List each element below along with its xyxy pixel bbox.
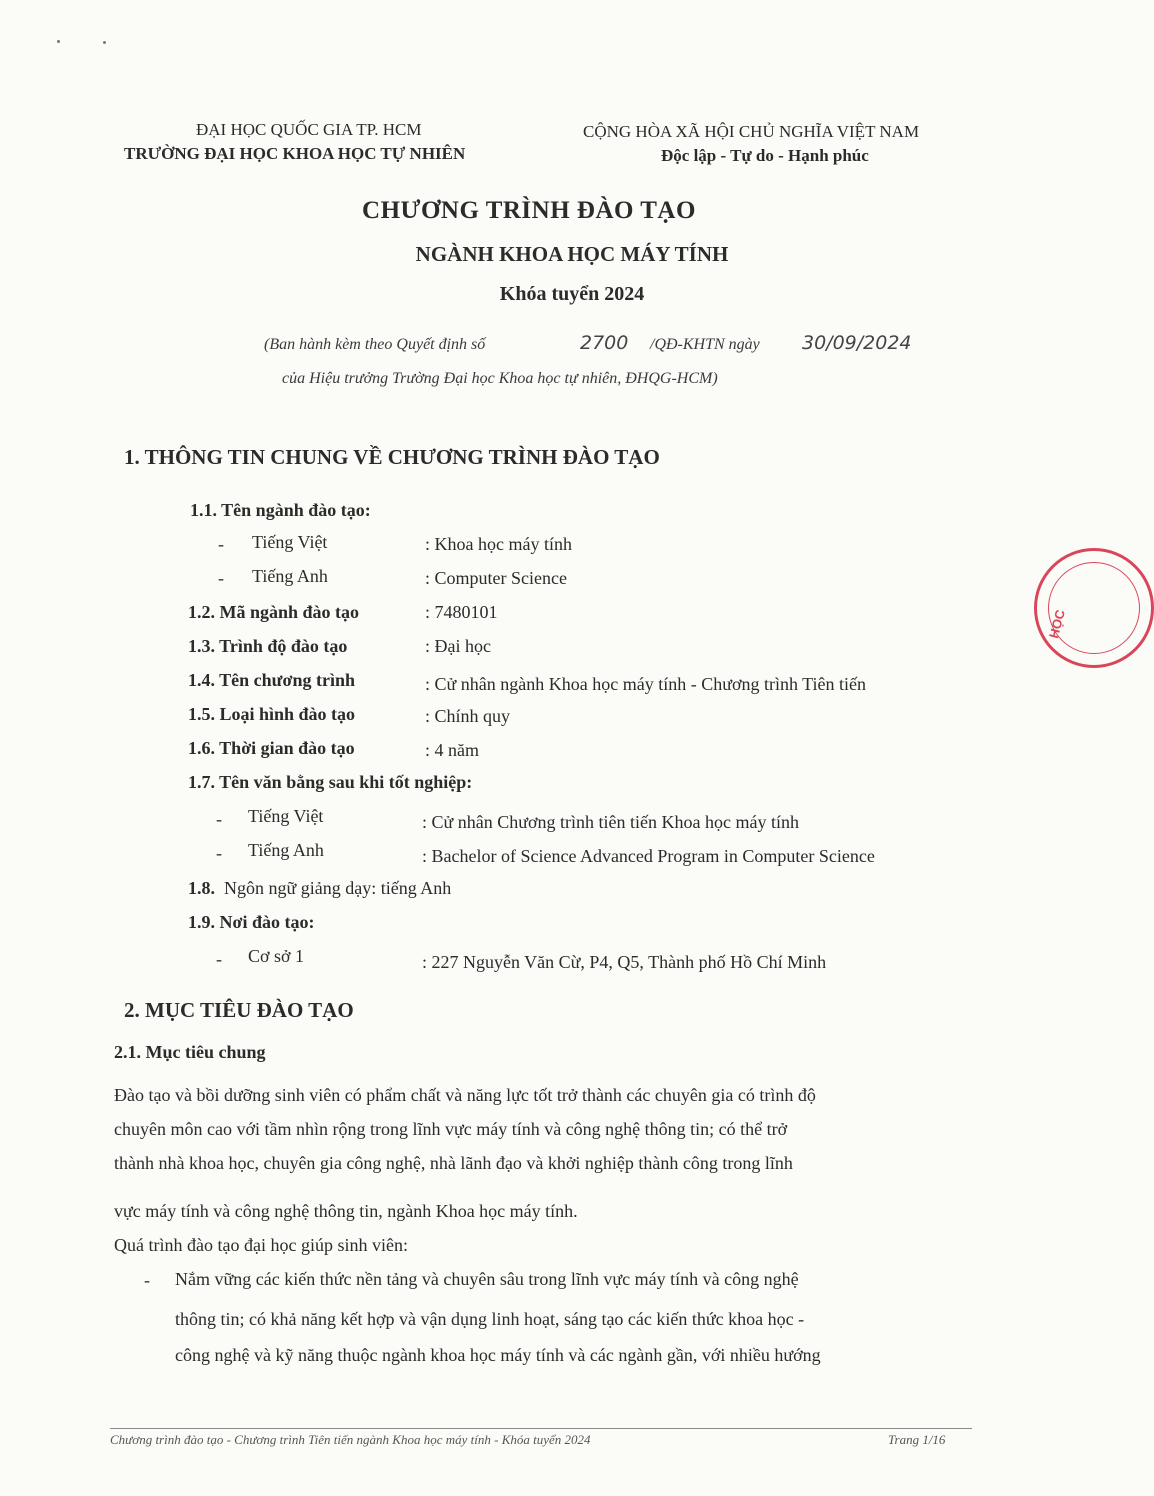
s16-value: : 4 năm: [425, 740, 479, 760]
s16-label: 1.6. Thời gian đào tạo: [188, 738, 355, 758]
bullet-dash: -: [216, 809, 222, 829]
bullet-dash: -: [216, 843, 222, 863]
page-number: Trang 1/16: [888, 1432, 946, 1447]
header-left-line2: TRƯỜNG ĐẠI HỌC KHOA HỌC TỰ NHIÊN: [124, 144, 466, 163]
doc-subtitle-cohort: Khóa tuyển 2024: [499, 283, 645, 305]
goal-bullet-line: thông tin; có khả năng kết hợp và vận dụng linh hoạt, sáng tạo các kiến thức khoa học -: [175, 1309, 805, 1329]
bullet-dash: -: [144, 1270, 150, 1290]
goal-paragraph-line: Đào tạo và bồi dưỡng sinh viên có phẩm chất và năng lực tốt trở thành các chuyên gia có trình độ: [114, 1085, 816, 1105]
header-right-line2: Độc lập - Tự do - Hạnh phúc: [661, 146, 869, 165]
goal-bullet-line: Nắm vững các kiến thức nền tảng và chuyên sâu trong lĩnh vực máy tính và công nghệ: [175, 1269, 799, 1289]
decree-date: 30/09/2024: [802, 332, 912, 354]
doc-subtitle-major: NGÀNH KHOA HỌC MÁY TÍNH: [415, 242, 729, 266]
s11-viet-label: Tiếng Việt: [252, 532, 328, 552]
s17-anh-label: Tiếng Anh: [248, 840, 324, 860]
s14-value: : Cử nhân ngành Khoa học máy tính - Chương trình Tiên tiến: [425, 674, 866, 694]
s15-label: 1.5. Loại hình đào tạo: [188, 704, 356, 724]
goal-paragraph-line: vực máy tính và công nghệ thông tin, ngành Khoa học máy tính.: [114, 1201, 578, 1221]
goal-paragraph-line: thành nhà khoa học, chuyên gia công nghệ, nhà lãnh đạo và khởi nghiệp thành công trong lĩnh: [114, 1153, 793, 1173]
s15-value: : Chính quy: [425, 706, 511, 726]
goal-bullet-line: công nghệ và kỹ năng thuộc ngành khoa học máy tính và các ngành gần, với nhiều hướng: [175, 1345, 821, 1365]
doc-title: CHƯƠNG TRÌNH ĐÀO TẠO: [362, 197, 696, 224]
scan-speck: [103, 41, 106, 44]
decree-prefix: (Ban hành kèm theo Quyết định số: [264, 336, 486, 353]
decree-line2: của Hiệu trưởng Trường Đại học Khoa học tự nhiên, ĐHQG-HCM): [282, 370, 718, 387]
s17-anh-value: : Bachelor of Science Advanced Program in Computer Science: [422, 846, 875, 866]
official-stamp-inner-ring: [1048, 562, 1140, 654]
goal-paragraph-line: chuyên môn cao với tầm nhìn rộng trong lĩnh vực máy tính và công nghệ thông tin; có thể trở: [114, 1119, 788, 1139]
decree-middle: /QĐ-KHTN ngày: [650, 336, 760, 353]
s18-num: 1.8.: [188, 878, 215, 898]
section1-heading: 1. THÔNG TIN CHUNG VỀ CHƯƠNG TRÌNH ĐÀO TẠO: [124, 445, 660, 469]
header-left-line1: ĐẠI HỌC QUỐC GIA TP. HCM: [196, 120, 422, 139]
footer-text: Chương trình đào tạo - Chương trình Tiên tiến ngành Khoa học máy tính - Khóa tuyển 2024: [110, 1432, 591, 1447]
decree-number: 2700: [580, 332, 629, 354]
s13-label: 1.3. Trình độ đào tạo: [188, 636, 348, 656]
s19-site-label: Cơ sở 1: [248, 946, 305, 966]
s17-viet-value: : Cử nhân Chương trình tiên tiến Khoa học máy tính: [422, 812, 799, 832]
bullet-dash: -: [218, 568, 224, 588]
footer-rule: [110, 1428, 972, 1429]
s11-viet-value: : Khoa học máy tính: [425, 534, 572, 554]
s14-label: 1.4. Tên chương trình: [188, 670, 355, 690]
s19-site-value: : 227 Nguyễn Văn Cừ, P4, Q5, Thành phố Hồ Chí Minh: [422, 952, 827, 972]
s11-label: 1.1. Tên ngành đào tạo:: [190, 500, 371, 520]
process-intro: Quá trình đào tạo đại học giúp sinh viên:: [114, 1235, 408, 1255]
s19-label: 1.9. Nơi đào tạo:: [188, 912, 315, 932]
stamp-text: HỌC: [1046, 608, 1068, 640]
section2-heading: 2. MỤC TIÊU ĐÀO TẠO: [124, 998, 354, 1022]
s21-label: 2.1. Mục tiêu chung: [114, 1042, 266, 1062]
s17-viet-label: Tiếng Việt: [248, 806, 324, 826]
s11-anh-value: : Computer Science: [425, 568, 567, 588]
header-right-line1: CỘNG HÒA XÃ HỘI CHỦ NGHĨA VIỆT NAM: [583, 122, 920, 141]
bullet-dash: -: [216, 949, 222, 969]
s17-label: 1.7. Tên văn bằng sau khi tốt nghiệp:: [188, 772, 473, 792]
s13-value: : Đại học: [425, 636, 491, 656]
s18-text: Ngôn ngữ giảng dạy: tiếng Anh: [224, 878, 452, 898]
scan-speck: [57, 40, 60, 43]
bullet-dash: -: [218, 534, 224, 554]
s11-anh-label: Tiếng Anh: [252, 566, 328, 586]
s12-label: 1.2. Mã ngành đào tạo: [188, 602, 360, 622]
s12-value: : 7480101: [425, 602, 498, 622]
